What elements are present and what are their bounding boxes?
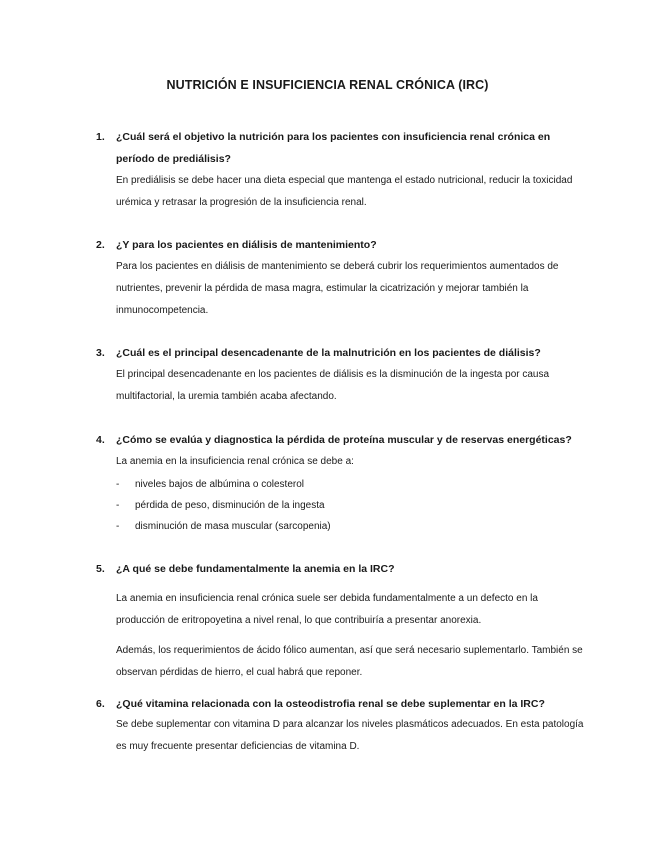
question-2: ¿Y para los pacientes en diálisis de mantenimiento? — [116, 239, 377, 251]
bullet-item-2: pérdida de peso, disminución de la ingesta — [135, 500, 325, 511]
answer-5-continued: Además, los requerimientos de ácido fólico aumentan, así que será necesario suplementarlo. También se observan pérdidas de hierro, el cual habrá que reponer. — [116, 645, 583, 678]
question-4: ¿Cómo se evalúa y diagnostica la pérdida de proteína muscular y de reservas energéticas? — [116, 434, 572, 446]
question-number-6: 6. — [96, 698, 105, 710]
bullet-marker: - — [116, 521, 120, 532]
question-5: ¿A qué se debe fundamentalmente la anemia en la IRC? — [116, 563, 395, 575]
answer-4: La anemia en la insuficiencia renal crónica se debe a: — [116, 456, 354, 467]
bullet-marker: - — [116, 479, 120, 490]
page-title: NUTRICIÓN E INSUFICIENCIA RENAL CRÓNICA (IRC) — [166, 78, 489, 92]
question-3: ¿Cuál es el principal desencadenante de la malnutrición en los pacientes de diálisis? — [116, 347, 541, 359]
question-number-4: 4. — [96, 434, 105, 446]
answer-1: En prediálisis se debe hacer una dieta especial que mantenga el estado nutricional, reducir la toxicidad urémica y retrasar la progresión de la insuficiencia renal. — [116, 175, 573, 208]
question-number-3: 3. — [96, 347, 105, 359]
question-number-2: 2. — [96, 239, 105, 251]
answer-6: Se debe suplementar con vitamina D para alcanzar los niveles plasmáticos adecuados. En esta patología es muy frecuente presentar deficiencias de vitamina D. — [116, 719, 584, 752]
question-number-5: 5. — [96, 563, 105, 575]
question-1: ¿Cuál será el objetivo la nutrición para los pacientes con insuficiencia renal crónica en período de prediálisis? — [116, 131, 551, 165]
answer-5: La anemia en insuficiencia renal crónica suele ser debida fundamentalmente a un defecto en la producción de eritropoyetina a nivel renal, lo que contribuiría a presentar anorexia. — [116, 593, 538, 626]
bullet-marker: - — [116, 500, 120, 511]
bullet-item-3: disminución de masa muscular (sarcopenia) — [135, 521, 331, 532]
answer-3: El principal desencadenante en los pacientes de diálisis es la disminución de la ingesta por causa multifactorial, la uremia también acaba afectando. — [116, 369, 550, 402]
question-6: ¿Qué vitamina relacionada con la osteodistrofia renal se debe suplementar en la IRC? — [116, 698, 545, 710]
bullet-item-1: niveles bajos de albúmina o colesterol — [135, 479, 304, 490]
question-number-1: 1. — [96, 131, 105, 143]
answer-2: Para los pacientes en diálisis de mantenimiento se deberá cubrir los requerimientos aumentados de nutrientes, prevenir la pérdida de masa magra, estimular la cicatrización y mejorar también la inmunocompetencia. — [116, 261, 559, 316]
